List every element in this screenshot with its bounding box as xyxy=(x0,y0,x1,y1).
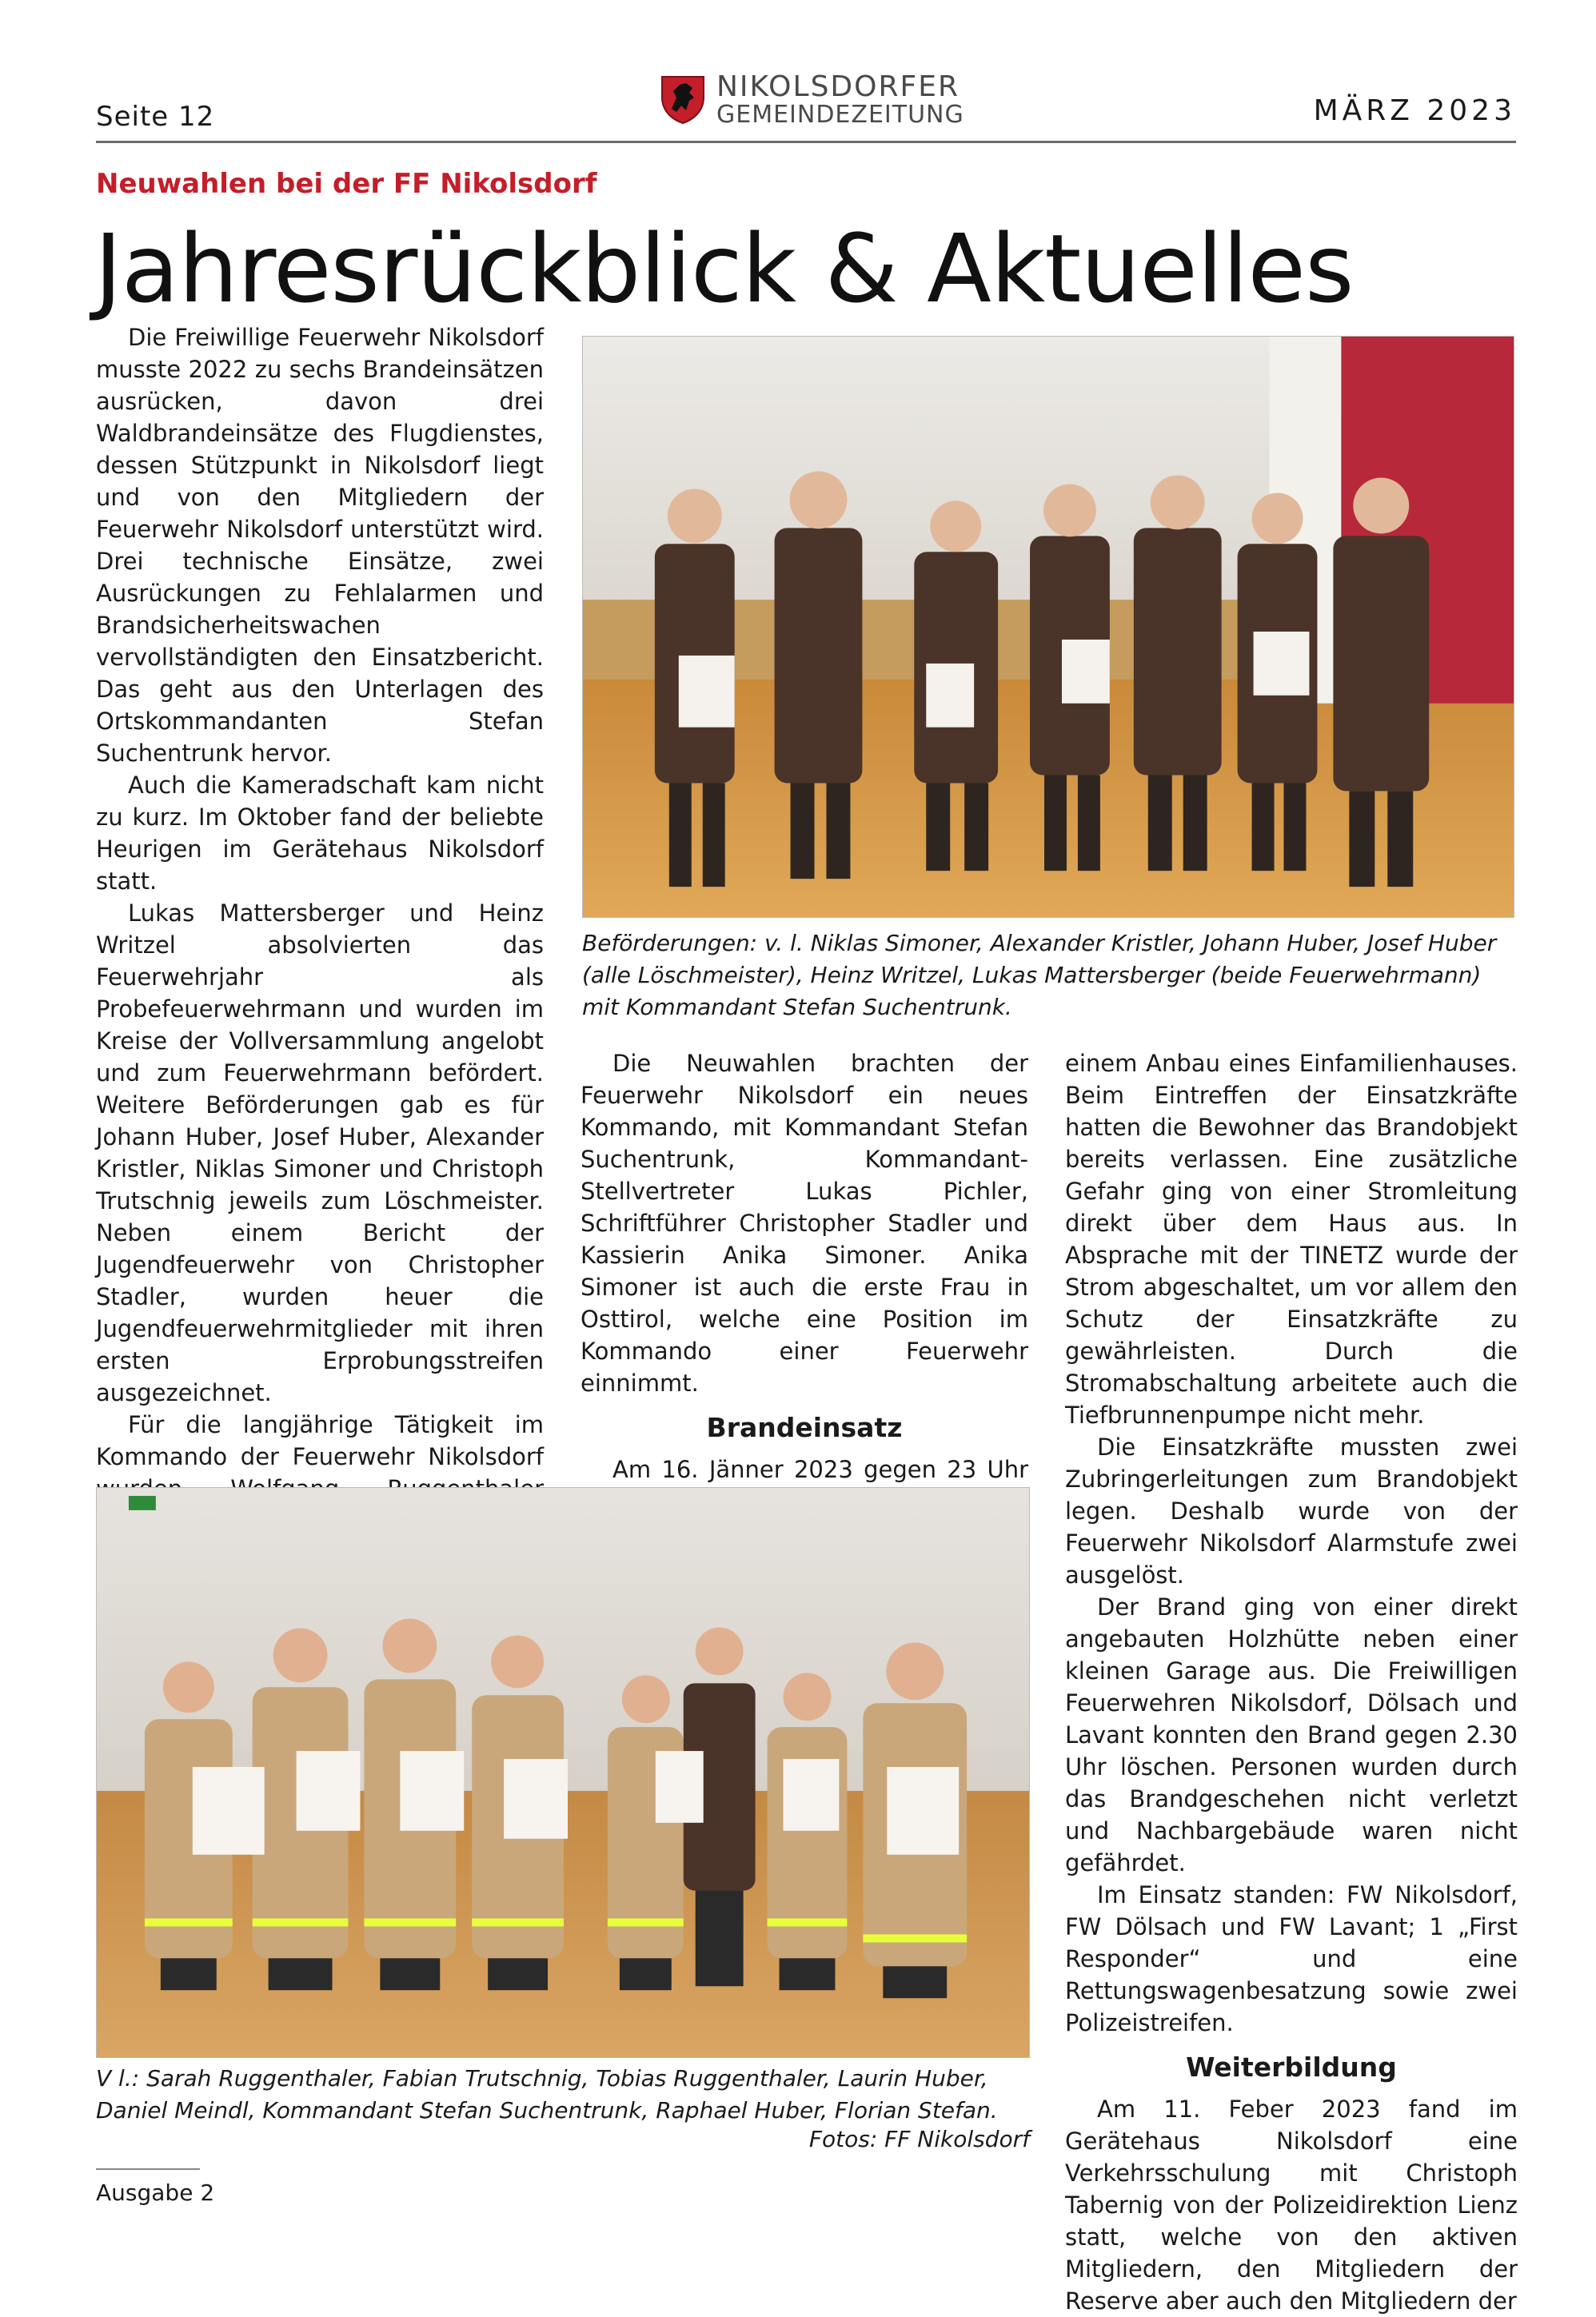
newspaper-brand xyxy=(716,72,964,128)
brand-line-1: NIKOLSDORFER xyxy=(716,70,960,103)
issue-number: Ausgabe 2 xyxy=(96,2179,215,2206)
paragraph: Die Neuwahlen brachten der Feuerwehr Nikolsdorf ein neues Kommando, mit Kommandant Stefan Suchentrunk, Kommandant-Stellvertreter Lukas Pichler, Schriftführer Christopher Stadler und Kassierin Anika Simoner. Anika Simoner ist auch die erste Frau in Osttirol, welche eine Position im Kommando einer Feuerwehr einnimmt. xyxy=(581,1050,1028,1397)
paragraph: einem Anbau eines Einfamilienhauses. Beim Eintreffen der Einsatzkräfte hatten die Bewohner das Brandobjekt bereits verlassen. Eine zusätzliche Gefahr ging von einer Stromleitung direkt über dem Haus aus. In Absprache mit der TINETZ wurde der Strom abgeschaltet, um vor allem den Schutz der Einsatzkräfte zu gewährleisten. Durch die Stromabschaltung arbeitete auch die Tiefbrunnenpumpe nicht mehr. xyxy=(1065,1050,1518,1429)
subheading-weiterbildung: Weiterbildung xyxy=(1186,2052,1397,2083)
brand-line-2: GEMEINDEZEITUNG xyxy=(716,101,964,129)
header-divider xyxy=(96,141,1516,143)
coat-of-arms-icon xyxy=(657,74,708,125)
paragraph: Die Freiwillige Feuerwehr Nikolsdorf musste 2022 zu sechs Brandeinsätzen ausrücken, davon drei Waldbrandeinsätze des Flugdienstes, dessen Stützpunkt in Nikolsdorf liegt und von den Mitgliedern der Feuerwehr Nikolsdorf unterstützt wird. Drei technische Einsätze, zwei Ausrückungen zu Fehlalarmen und Brandsicherheitswachen vervollständigten den Einsatzbericht. Das geht aus den Unterlagen des Ortskommandanten Stefan Suchentrunk hervor. xyxy=(96,324,544,767)
paragraph: Die Einsatzkräfte mussten zwei Zubringerleitungen zum Brandobjekt legen. Deshalb wurde von der Feuerwehr Nikolsdorf Alarmstufe zwei ausgelöst. xyxy=(1065,1434,1518,1589)
paragraph: Für die langjährige Tätigkeit im Kommando der Feuerwehr Nikolsdorf xyxy=(96,1411,544,1470)
issue-date: MÄRZ 2023 xyxy=(1313,94,1516,127)
article-kicker: Neuwahlen bei der FF Nikolsdorf xyxy=(96,168,597,200)
paragraph: Der Brand ging von einer direkt angebauten Holzhütte neben einer kleinen Garage aus. Die Freiwilligen Feuerwehren Nikolsdorf, Dölsach und Lavant konnten den Brand gegen 2.30 Uhr löschen. Personen wurden durch das Brandgeschehen nicht verletzt und Nachbargebäude waren nicht gefährdet. xyxy=(1065,1593,1518,1876)
photo-caption-youth: V l.: Sarah Ruggenthaler, Fabian Trutschnig, Tobias Ruggenthaler, Laurin Huber, Daniel Meindl, Kommandant Stefan Suchentrunk, Raphael Huber, Florian Stefan. xyxy=(96,2065,998,2124)
paragraph: Lukas Mattersberger und Heinz Writzel absolvierten das Feuerwehrjahr als Probefeuerwehrmann und wurden im Kreise der Vollversammlung angelobt und zum Feuerwehrmann befördert. Weitere Beförderungen gab es für Johann Huber, Josef Huber, Alexander Kristler, Niklas Simoner und Christoph Trutschnig jeweils zum Löschmeister. Neben einem Bericht der Jugendfeuerwehr von Christopher Stadler, wurden heuer die Jugendfeuerwehrmitglieder mit ihren ersten Erprobungsstreifen ausgezeichnet. xyxy=(96,899,544,1406)
page-number: Seite 12 xyxy=(96,101,215,133)
paragraph: Auch die Kameradschaft kam nicht zu kurz. Im Oktober fand der beliebte Heurigen im Gerätehaus Nikolsdorf statt. xyxy=(96,772,544,895)
article-title: Jahresrückblick & Aktuelles xyxy=(94,213,1354,324)
paragraph: Im Einsatz standen: FW Nikolsdorf, FW Dölsach und FW Lavant; 1 „First Responder“ und eine Rettungswagenbesatzung sowie zwei Polizeistreifen. xyxy=(1065,1881,1518,2036)
photo-promotions xyxy=(582,336,1514,918)
text-column-3 xyxy=(1065,1047,1518,2317)
footer-divider xyxy=(96,2168,200,2170)
subheading-brandeinsatz: Brandeinsatz xyxy=(706,1412,903,1443)
photo-credit: Fotos: FF Nikolsdorf xyxy=(808,2126,1030,2152)
photo-youth-brigade xyxy=(96,1487,1030,2058)
paragraph: Am 11. Feber 2023 fand im Gerätehaus Nikolsdorf eine Verkehrsschulung mit Christoph Tabernig von der Polizeidirektion Lienz statt, welche von den aktiven Mitgliedern, den Mitgliedern der Reserve aber auch den Mitgliedern der xyxy=(1065,2096,1518,2315)
text-column-2 xyxy=(581,1047,1028,1549)
photo-caption-promotions: Beförderungen: v. l. Niklas Simoner, Alexander Kristler, Johann Huber, Josef Huber (alle Löschmeister), Heinz Writzel, Lukas Mattersberger (beide Feuerwehrmann) mit Kommandant Stefan Suchentrunk. xyxy=(582,930,1497,1020)
paragraph: Am 16. Jänner 2023 gegen 23 Uhr xyxy=(612,1456,1028,1483)
